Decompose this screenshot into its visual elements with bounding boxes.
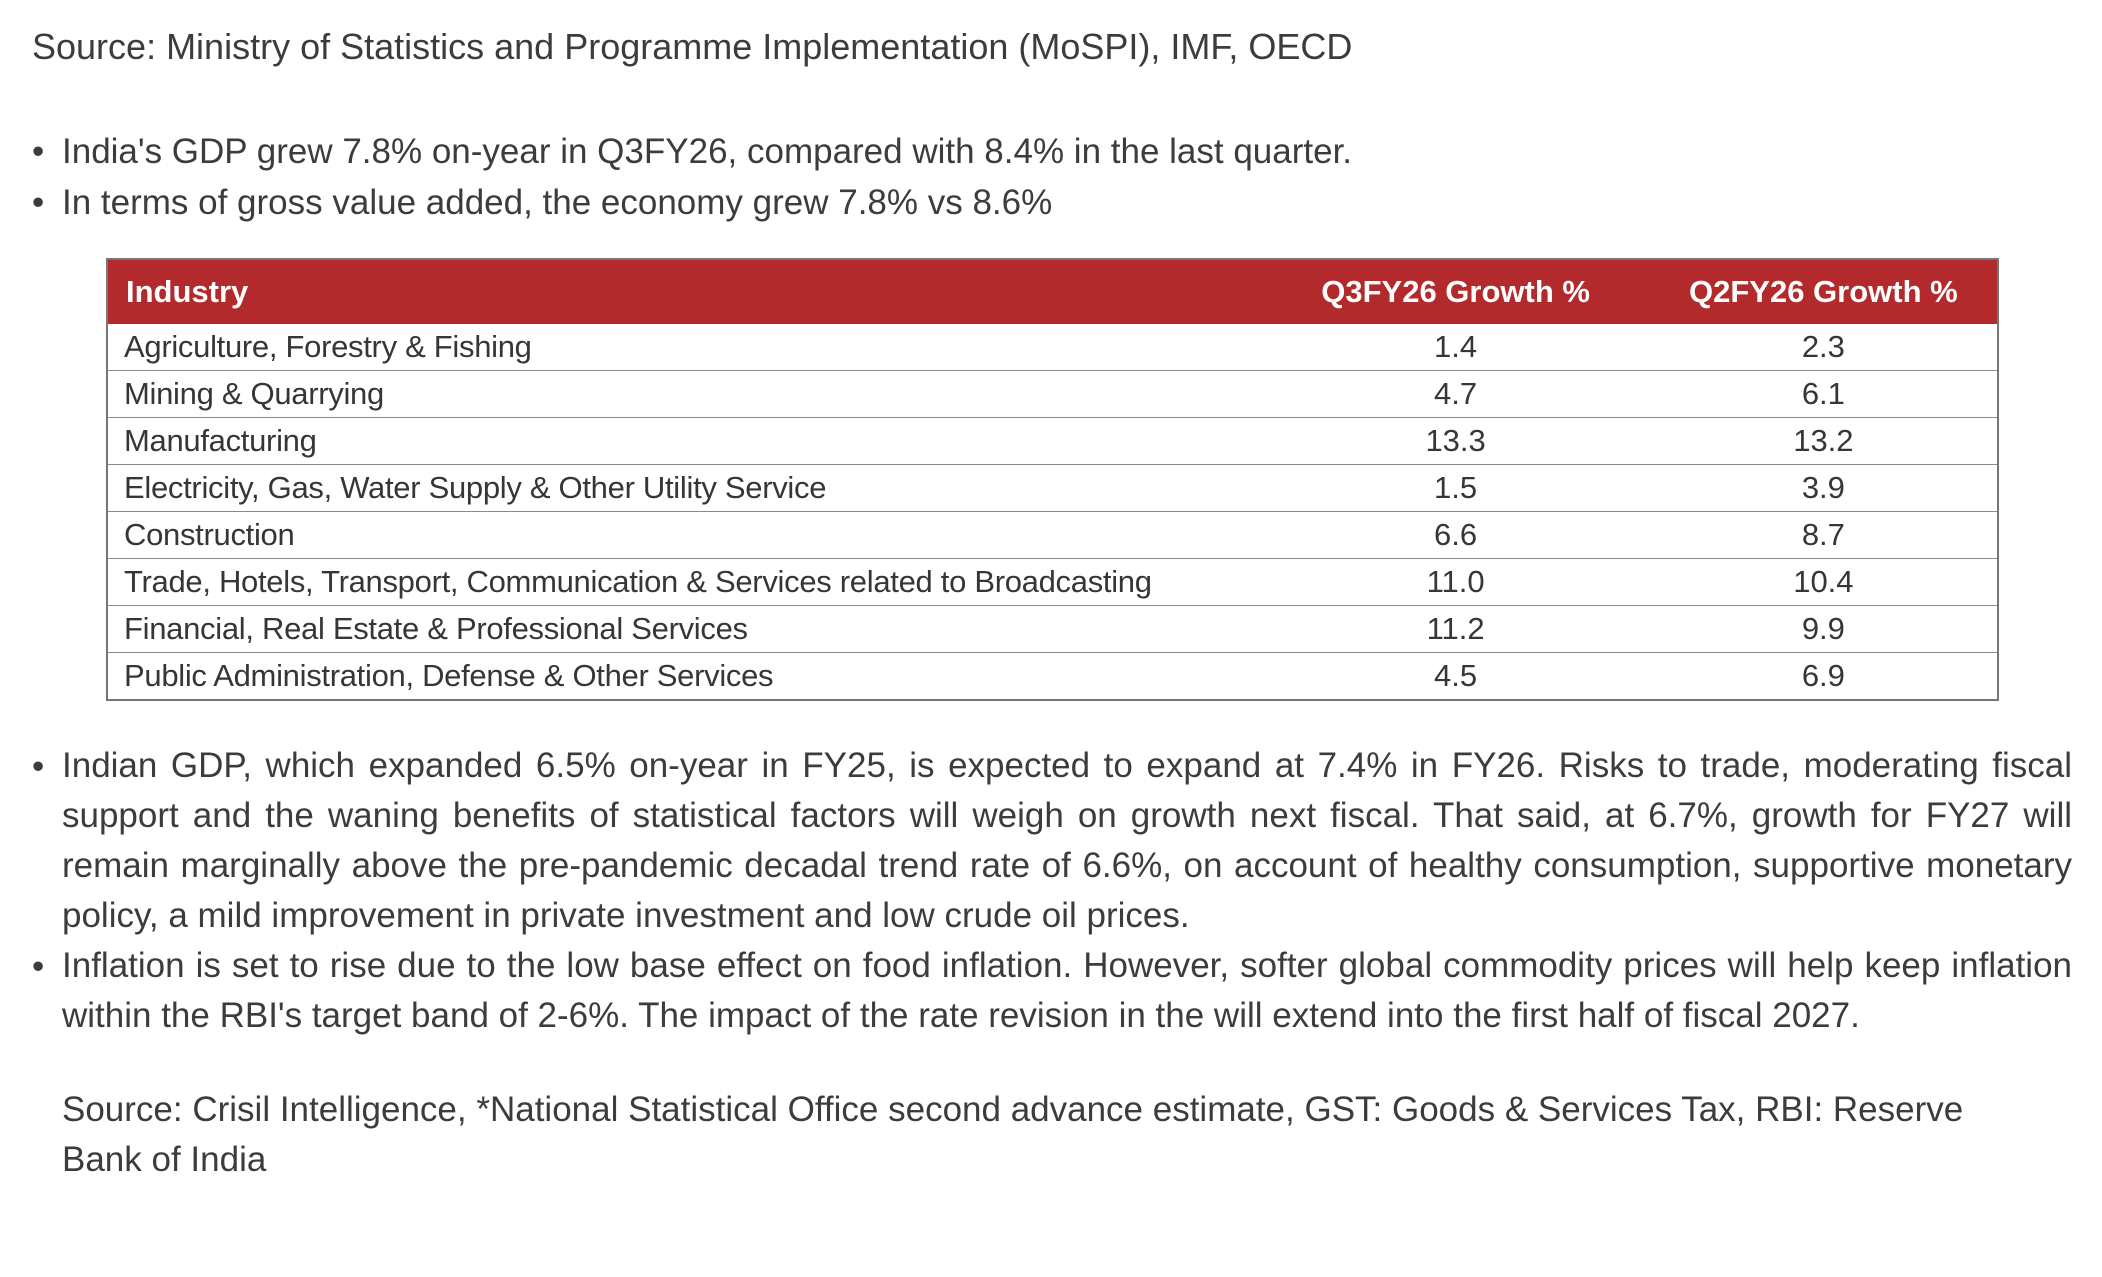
gva-growth-statement: In terms of gross value added, the economy grew 7.8% vs 8.6% <box>62 183 1053 222</box>
industry-cell: Public Administration, Defense & Other Services <box>107 653 1261 701</box>
table-row <box>107 324 1998 371</box>
q2-value-cell: 6.1 <box>1650 371 1998 418</box>
column-header-q2fy26: Q2FY26 Growth % <box>1650 259 1998 324</box>
list-item <box>32 126 2072 177</box>
bullet-icon: • <box>32 947 45 986</box>
q3-value-cell: 11.2 <box>1261 606 1649 653</box>
bullet-icon: • <box>32 747 45 786</box>
q3-value-cell: 1.5 <box>1261 465 1649 512</box>
industry-growth-table <box>106 258 1999 701</box>
inflation-outlook-paragraph: Inflation is set to rise due to the low base effect on food inflation. However, softer global commodity prices will help keep inflation within the RBI's target band of 2-6%. The impact of the rate revision in the will extend into the first half of fiscal 2027. <box>62 946 2072 1035</box>
q3-value-cell: 4.7 <box>1261 371 1649 418</box>
q3-value-cell: 13.3 <box>1261 418 1649 465</box>
q2-value-cell: 6.9 <box>1650 653 1998 701</box>
column-header-industry: Industry <box>107 259 1261 324</box>
footnote-source-line: Source: Crisil Intelligence, *National Statistical Office second advance estimate, GST: Goods & Services Tax, RBI: Reserve Bank of India <box>62 1090 1964 1179</box>
table-row <box>107 512 1998 559</box>
table-header <box>107 259 1998 324</box>
top-bullet-list <box>32 126 2072 228</box>
industry-cell: Construction <box>107 512 1261 559</box>
industry-cell: Agriculture, Forestry & Fishing <box>107 324 1261 371</box>
data-source-line: Source: Ministry of Statistics and Programme Implementation (MoSPI), IMF, OECD <box>32 26 1353 67</box>
gdp-outlook-paragraph: Indian GDP, which expanded 6.5% on-year in FY25, is expected to expand at 7.4% in FY26. Risks to trade, moderating fiscal support and the waning benefits of statistical factors will weigh on growth next fiscal. That said, at 6.7%, growth for FY27 will remain marginally above the pre-pandemic decadal trend rate of 6.6%, on account of healthy consumption, supportive monetary policy, a mild improvement in private investment and low crude oil prices. <box>62 746 2072 935</box>
q3-value-cell: 4.5 <box>1261 653 1649 701</box>
industry-cell: Trade, Hotels, Transport, Communication & Services related to Broadcasting <box>107 559 1261 606</box>
table-header-row <box>107 259 1998 324</box>
table-row <box>107 465 1998 512</box>
q3-value-cell: 11.0 <box>1261 559 1649 606</box>
list-item <box>32 177 2072 228</box>
industry-cell: Manufacturing <box>107 418 1261 465</box>
table-body <box>107 324 1998 700</box>
q2-value-cell: 8.7 <box>1650 512 1998 559</box>
q3-value-cell: 6.6 <box>1261 512 1649 559</box>
list-item <box>32 941 2072 1041</box>
q2-value-cell: 10.4 <box>1650 559 1998 606</box>
column-header-q3fy26: Q3FY26 Growth % <box>1261 259 1649 324</box>
bottom-bullet-list <box>32 741 2072 1041</box>
bullet-icon: • <box>32 183 45 222</box>
q3-value-cell: 1.4 <box>1261 324 1649 371</box>
table-row <box>107 559 1998 606</box>
industry-growth-table-container <box>106 258 1999 701</box>
bullet-icon: • <box>32 132 45 171</box>
q2-value-cell: 2.3 <box>1650 324 1998 371</box>
table-row <box>107 606 1998 653</box>
table-row <box>107 371 1998 418</box>
table-row <box>107 653 1998 701</box>
list-item <box>32 741 2072 941</box>
q2-value-cell: 9.9 <box>1650 606 1998 653</box>
gdp-growth-statement: India's GDP grew 7.8% on-year in Q3FY26, compared with 8.4% in the last quarter. <box>62 132 1353 171</box>
q2-value-cell: 13.2 <box>1650 418 1998 465</box>
industry-cell: Mining & Quarrying <box>107 371 1261 418</box>
q2-value-cell: 3.9 <box>1650 465 1998 512</box>
industry-cell: Financial, Real Estate & Professional Services <box>107 606 1261 653</box>
table-row <box>107 418 1998 465</box>
industry-cell: Electricity, Gas, Water Supply & Other Utility Service <box>107 465 1261 512</box>
